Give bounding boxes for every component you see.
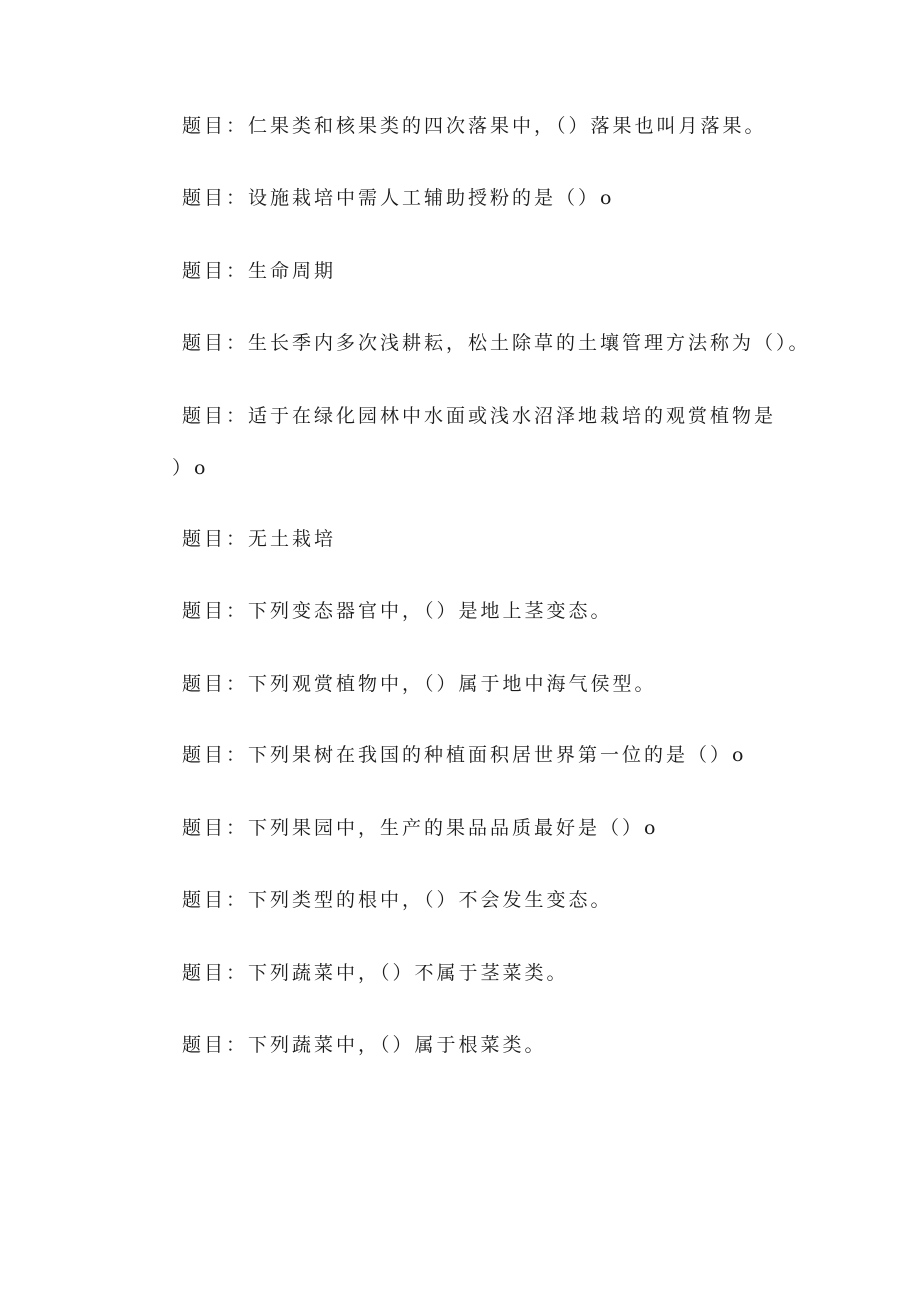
question-11: 题目：下列类型的根中，（）不会发生变态。: [182, 889, 613, 911]
question-7: 题目：下列变态器官中，（）是地上茎变态。: [182, 600, 613, 622]
question-5-continuation: ）o: [172, 457, 209, 479]
question-4: 题目：生长季内多次浅耕耘，松土除草的土壤管理方法称为（）。: [182, 332, 811, 354]
question-3: 题目：生命周期: [182, 260, 337, 282]
question-13: 题目：下列蔬菜中，（）属于根菜类。: [182, 1034, 547, 1056]
question-5: 题目：适于在绿化园林中水面或浅水沼泽地栽培的观赏植物是: [182, 405, 777, 427]
question-8: 题目：下列观赏植物中，（）属于地中海气侯型。: [182, 673, 657, 695]
question-9: 题目：下列果树在我国的种植面积居世界第一位的是（）o: [182, 744, 747, 766]
question-1: 题目：仁果类和核果类的四次落果中，（）落果也叫月落果。: [182, 115, 767, 137]
question-10: 题目：下列果园中，生产的果品品质最好是（）o: [182, 817, 659, 839]
question-2: 题目：设施栽培中需人工辅助授粉的是（）o: [182, 187, 615, 209]
question-6: 题目：无土栽培: [182, 528, 337, 550]
question-12: 题目：下列蔬菜中，（）不属于茎菜类。: [182, 962, 569, 984]
